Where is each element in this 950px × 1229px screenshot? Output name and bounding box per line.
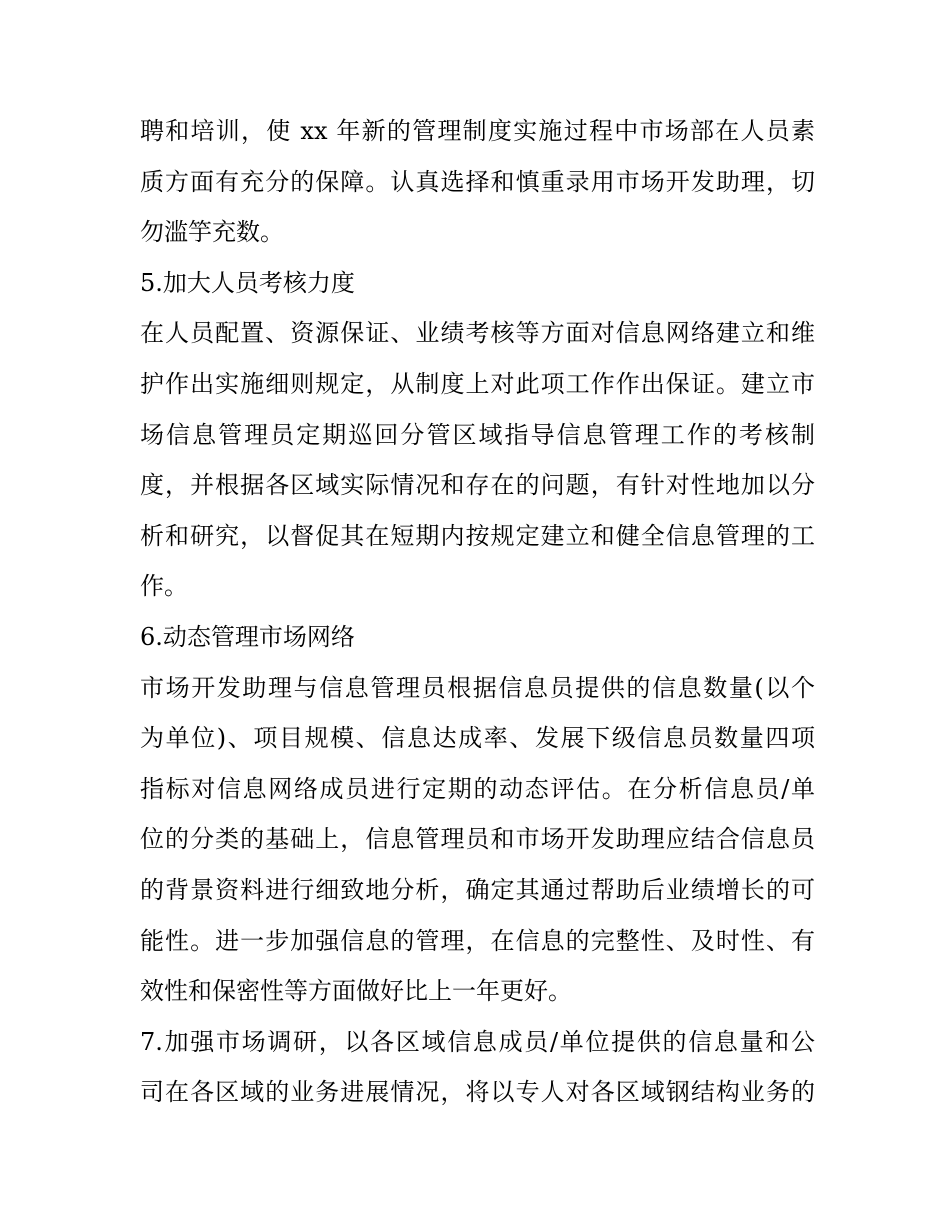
text-line: 效性和保密性等方面做好比上一年更好。 xyxy=(140,977,572,1006)
text-line: 聘和培训，使 xx 年新的管理制度实施过程中市场部在人员素 xyxy=(140,117,815,145)
text-line: 场信息管理员定期巡回分管区域指导信息管理工作的考核制 xyxy=(140,420,815,449)
text-line: 质方面有充分的保障。认真选择和慎重录用市场开发助理，切 xyxy=(140,167,815,196)
text-line: 指标对信息网络成员进行定期的动态评估。在分析信息员/单 xyxy=(140,774,815,803)
text-line: 位的分类的基础上，信息管理员和市场开发助理应结合信息员 xyxy=(140,825,815,854)
text-line: 作。 xyxy=(140,572,188,601)
text-line: 6.动态管理市场网络 xyxy=(140,622,355,651)
text-line: 勿滥竽充数。 xyxy=(140,218,284,247)
text-line: 度，并根据各区域实际情况和存在的问题，有针对性地加以分 xyxy=(140,471,815,500)
text-line: 司在各区域的业务进展情况，将以专人对各区域钢结构业务的 xyxy=(140,1078,815,1107)
text-line: 7.加强市场调研，以各区域信息成员/单位提供的信息量和公 xyxy=(140,1027,815,1056)
text-line: 护作出实施细则规定，从制度上对此项工作作出保证。建立市 xyxy=(140,369,815,398)
text-line: 市场开发助理与信息管理员根据信息员提供的信息数量(以个 xyxy=(140,673,815,702)
text-line: 析和研究，以督促其在短期内按规定建立和健全信息管理的工 xyxy=(140,521,815,550)
text-line: 在人员配置、资源保证、业绩考核等方面对信息网络建立和维 xyxy=(140,319,815,348)
text-line: 为单位)、项目规模、信息达成率、发展下级信息员数量四项 xyxy=(140,724,815,753)
text-line: 5.加大人员考核力度 xyxy=(140,268,355,297)
text-line: 的背景资料进行细致地分析，确定其通过帮助后业绩增长的可 xyxy=(140,875,815,904)
text-line: 能性。进一步加强信息的管理，在信息的完整性、及时性、有 xyxy=(140,926,815,955)
document-body xyxy=(140,106,815,1118)
